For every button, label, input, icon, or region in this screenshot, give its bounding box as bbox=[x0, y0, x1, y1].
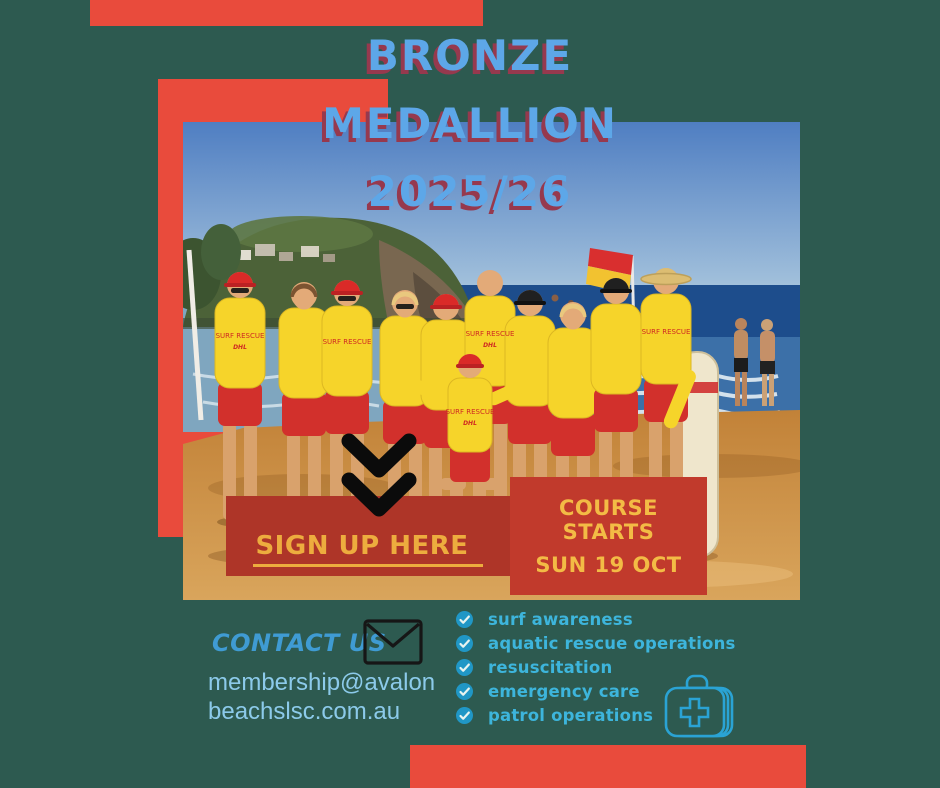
list-item-label: patrol operations bbox=[488, 706, 654, 725]
svg-text:SURF RESCUE: SURF RESCUE bbox=[641, 328, 691, 336]
contact-heading: CONTACT US bbox=[212, 629, 387, 657]
signup-link[interactable]: SIGN UP HERE bbox=[253, 531, 482, 567]
title-line-3: 2025/26 bbox=[367, 167, 573, 216]
svg-text:DHL: DHL bbox=[483, 342, 497, 349]
title-line-2: MEDALLION bbox=[322, 99, 618, 148]
svg-text:SURF RESCUE: SURF RESCUE bbox=[215, 332, 265, 340]
check-circle-icon bbox=[456, 635, 473, 652]
title-line-1: BRONZE bbox=[366, 31, 574, 80]
course-start-box bbox=[510, 477, 707, 595]
poster-title bbox=[0, 22, 940, 226]
bottom-coral-bar bbox=[410, 745, 806, 788]
svg-text:SURF RESCUE: SURF RESCUE bbox=[465, 330, 515, 338]
check-circle-icon bbox=[456, 707, 473, 724]
check-circle-icon bbox=[456, 611, 473, 628]
svg-text:SURF RESCUE: SURF RESCUE bbox=[445, 408, 495, 416]
svg-text:DHL: DHL bbox=[463, 420, 477, 427]
envelope-icon bbox=[362, 618, 424, 671]
list-item-label: emergency care bbox=[488, 682, 640, 701]
email-line-2: beachslsc.com.au bbox=[208, 698, 401, 725]
double-chevron-down-icon bbox=[338, 432, 420, 523]
svg-text:DHL: DHL bbox=[233, 344, 247, 351]
course-start-line-1: COURSE STARTS bbox=[559, 495, 658, 544]
list-item-label: surf awareness bbox=[488, 610, 633, 629]
list-item bbox=[456, 635, 736, 652]
course-start-line-2: SUN 19 OCT bbox=[535, 552, 682, 577]
check-circle-icon bbox=[456, 683, 473, 700]
list-item bbox=[456, 611, 736, 628]
svg-text:SURF RESCUE: SURF RESCUE bbox=[322, 338, 372, 346]
email-line-1: membership@avalon bbox=[208, 669, 436, 696]
list-item-label: aquatic rescue operations bbox=[488, 634, 736, 653]
list-item-label: resuscitation bbox=[488, 658, 613, 677]
check-circle-icon bbox=[456, 659, 473, 676]
first-aid-kit-icon bbox=[658, 672, 742, 747]
contact-email[interactable] bbox=[208, 668, 448, 726]
